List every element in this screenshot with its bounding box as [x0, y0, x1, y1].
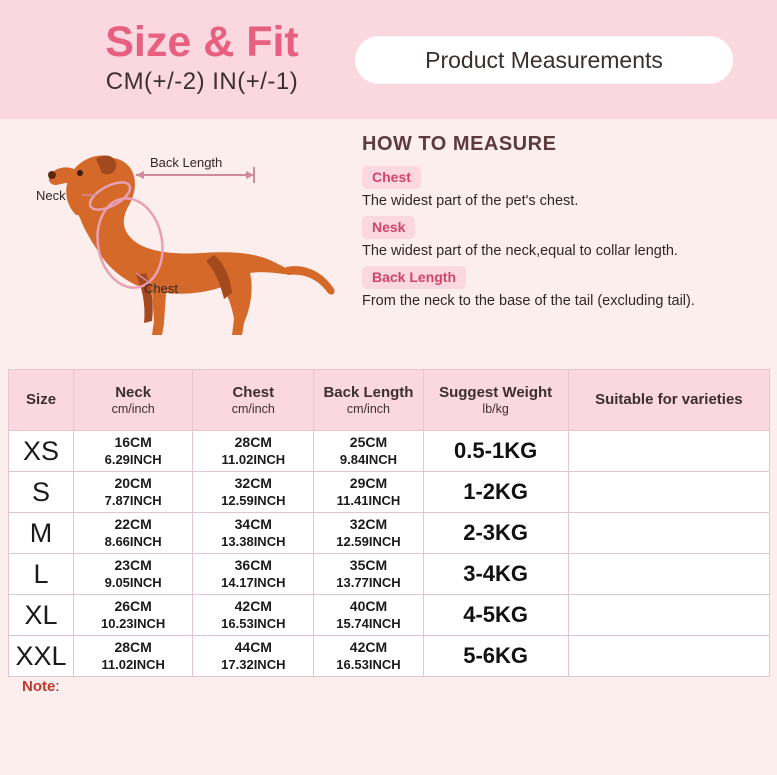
cell-varieties: [568, 472, 769, 513]
cell-neck-inch: 6.29INCH: [104, 452, 162, 467]
cell-neck: [74, 513, 193, 554]
cell-chest-cm: 42CM: [234, 598, 272, 614]
cell-neck: [74, 554, 193, 595]
cell-neck-cm: 26CM: [114, 598, 152, 614]
cell-size: XS: [9, 431, 74, 472]
cell-chest-inch: 11.02INCH: [221, 452, 286, 467]
cell-chest: [193, 513, 314, 554]
cell-back-inch: 11.41INCH: [336, 493, 401, 508]
note-colon: :: [55, 678, 60, 695]
cell-neck-cm: 16CM: [114, 434, 152, 450]
cell-back-cm: 32CM: [349, 516, 388, 532]
label-chest: Chest: [144, 281, 178, 296]
table-row: [9, 431, 770, 472]
cell-chest: [193, 472, 314, 513]
cell-neck: [74, 472, 193, 513]
cell-weight: 5-6KG: [423, 636, 568, 677]
table-header: [9, 370, 770, 431]
cell-neck-inch: 11.02INCH: [101, 657, 165, 672]
cell-back-inch: 13.77INCH: [336, 575, 401, 590]
th-suggest-weight-unit: lb/kg: [482, 401, 509, 416]
cell-varieties: [568, 595, 769, 636]
cell-size: XL: [9, 595, 74, 636]
cell-chest-inch: 12.59INCH: [221, 493, 286, 508]
cell-chest-cm: 34CM: [234, 516, 272, 532]
label-neck: Neck: [36, 188, 66, 203]
th-chest-label: Chest: [232, 383, 275, 401]
cell-varieties: [568, 431, 769, 472]
cell-neck-cm: 23CM: [114, 557, 152, 573]
th-back-length-label: Back Length: [323, 383, 414, 401]
cell-chest-cm: 28CM: [234, 434, 272, 450]
cell-chest: [193, 554, 314, 595]
middle-section: [0, 119, 777, 367]
how-to-measure-heading: HOW TO MEASURE: [362, 133, 557, 155]
cell-chest-cm: 36CM: [234, 557, 272, 573]
label-back-length: Back Length: [150, 155, 223, 170]
th-varieties: [568, 370, 769, 431]
th-neck-unit: cm/inch: [111, 401, 155, 416]
table-row: [9, 636, 770, 677]
table-body: [9, 431, 770, 677]
title-block: [52, 18, 352, 96]
cell-weight: 3-4KG: [423, 554, 568, 595]
dog-eye-icon: [77, 170, 83, 176]
cell-varieties: [568, 513, 769, 554]
cell-neck-cm: 28CM: [114, 639, 152, 655]
measure-item-back-length: [362, 266, 762, 311]
cell-back-cm: 25CM: [349, 434, 388, 450]
cell-neck-cm: 22CM: [114, 516, 152, 532]
th-size-label: Size: [26, 391, 57, 408]
cell-back-cm: 29CM: [349, 475, 388, 491]
measure-desc-neck: The widest part of the neck,equal to collar length.: [362, 243, 678, 259]
th-suggest-weight-label: Suggest Weight: [439, 383, 553, 401]
cell-neck-inch: 10.23INCH: [101, 616, 166, 631]
th-back-length-unit: cm/inch: [346, 401, 390, 416]
dog-nose-icon: [48, 171, 56, 179]
th-suggest-weight: [423, 370, 568, 431]
th-neck-label: Neck: [115, 383, 152, 401]
cell-size: L: [9, 554, 74, 595]
th-back-length: [314, 370, 423, 431]
cell-varieties: [568, 554, 769, 595]
header-band: [0, 0, 777, 119]
back-length-arrow-right: [246, 171, 254, 179]
cell-neck-inch: 8.66INCH: [104, 534, 162, 549]
note-label: Note: [22, 678, 56, 695]
page-title: Size & Fit: [105, 18, 299, 66]
cell-chest: [193, 431, 314, 472]
th-size: [9, 370, 74, 431]
cell-back-length: [314, 472, 423, 513]
cell-back-cm: 42CM: [349, 639, 388, 655]
dog-diagram: [18, 123, 358, 367]
cell-weight: 4-5KG: [423, 595, 568, 636]
cell-neck: [74, 636, 193, 677]
measure-desc-back-length: From the neck to the base of the tail (excluding tail).: [362, 293, 695, 309]
cell-chest-inch: 14.17INCH: [221, 575, 286, 590]
table-row: [9, 595, 770, 636]
th-chest: [193, 370, 314, 431]
how-to-measure-section: [362, 133, 762, 316]
cell-chest-cm: 44CM: [234, 639, 272, 655]
cell-back-length: [314, 554, 423, 595]
cell-back-length: [314, 636, 423, 677]
cell-neck: [74, 595, 193, 636]
table-row: [9, 472, 770, 513]
cell-back-inch: 9.84INCH: [339, 452, 397, 467]
cell-back-inch: 16.53INCH: [336, 657, 401, 672]
measure-tag-neck: Nesk: [362, 216, 415, 239]
cell-back-inch: 15.74INCH: [336, 616, 401, 631]
table-row: [9, 513, 770, 554]
dog-tail: [286, 266, 335, 295]
cell-neck-inch: 9.05INCH: [104, 575, 162, 590]
cell-weight: 0.5-1KG: [423, 431, 568, 472]
measure-tag-back-length: Back Length: [362, 266, 466, 289]
cell-back-cm: 40CM: [349, 598, 388, 614]
th-varieties-label: Suitable for varieties: [595, 391, 743, 408]
measure-item-neck: [362, 216, 762, 261]
product-measurements-pill: [355, 36, 733, 84]
cell-chest-inch: 13.38INCH: [221, 534, 286, 549]
cell-back-inch: 12.59INCH: [336, 534, 401, 549]
product-measurements-label: Product Measurements: [425, 46, 663, 73]
cell-back-length: [314, 513, 423, 554]
cell-size: XXL: [9, 636, 74, 677]
cell-chest-inch: 17.32INCH: [221, 657, 286, 672]
measure-tag-chest: Chest: [362, 166, 421, 189]
cell-chest: [193, 636, 314, 677]
cell-weight: 2-3KG: [423, 513, 568, 554]
table-row: [9, 554, 770, 595]
cell-varieties: [568, 636, 769, 677]
cell-chest: [193, 595, 314, 636]
size-chart-table: [8, 369, 770, 677]
note-block: [22, 678, 60, 695]
back-length-arrow-left: [136, 171, 144, 179]
cell-back-length: [314, 595, 423, 636]
cell-neck: [74, 431, 193, 472]
table-header-row: [9, 370, 770, 431]
measure-item-chest: [362, 166, 762, 211]
measure-desc-chest: The widest part of the pet's chest.: [362, 193, 579, 209]
page-subtitle: CM(+/-2) IN(+/-1): [105, 68, 299, 95]
cell-back-length: [314, 431, 423, 472]
cell-chest-inch: 16.53INCH: [221, 616, 286, 631]
cell-size: M: [9, 513, 74, 554]
cell-neck-cm: 20CM: [114, 475, 152, 491]
cell-size: S: [9, 472, 74, 513]
th-neck: [74, 370, 193, 431]
cell-chest-cm: 32CM: [234, 475, 272, 491]
cell-weight: 1-2KG: [423, 472, 568, 513]
cell-neck-inch: 7.87INCH: [104, 493, 162, 508]
th-chest-unit: cm/inch: [231, 401, 275, 416]
cell-back-cm: 35CM: [349, 557, 388, 573]
